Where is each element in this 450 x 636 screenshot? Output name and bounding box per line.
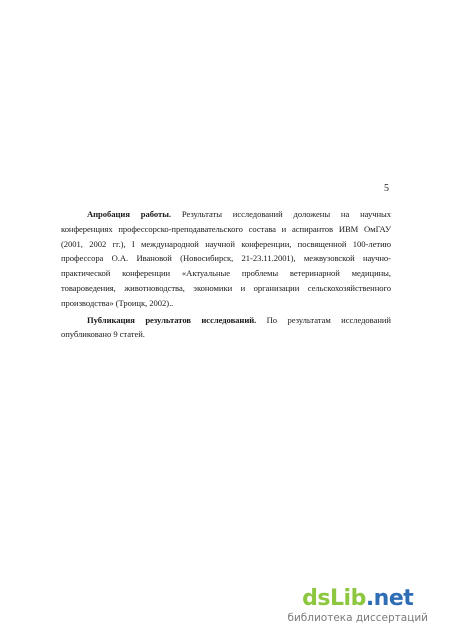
logo-part-net: .net xyxy=(365,586,414,611)
paragraph-publications xyxy=(61,313,391,343)
paragraph-text: Результаты исследований доложены на научных конференциях профессорско-преподавательского состава и аспирантов ИВМ ОмГАУ (2001, 2002 гг.), I международной научной конференции, посвященной 100-летию профессора О.А. Ивановой (Новосибирск, 21-23.11.2001), межвузовской научно-практической конференции «Актуальные проблемы ветеринарной медицины, товароведения, животноводства, экономики и организации сельскохозяйственного производства» (Троицк, 2002).. xyxy=(61,209,392,308)
paragraph-lead: Публикация результатов исследований. xyxy=(87,314,257,325)
paragraph-approbation xyxy=(61,207,391,311)
paragraph-lead: Апробация работы. xyxy=(87,209,171,219)
logo-part-dslib: dsLib xyxy=(302,586,366,611)
watermark-subtitle: библиотека диссертаций xyxy=(287,612,428,624)
body-text xyxy=(61,207,391,342)
dslib-logo xyxy=(287,587,428,611)
dslib-watermark[interactable] xyxy=(287,587,428,624)
page-number: 5 xyxy=(384,183,389,194)
paragraph-text: По результатам исследований опубликовано 9 статей. xyxy=(61,314,391,340)
